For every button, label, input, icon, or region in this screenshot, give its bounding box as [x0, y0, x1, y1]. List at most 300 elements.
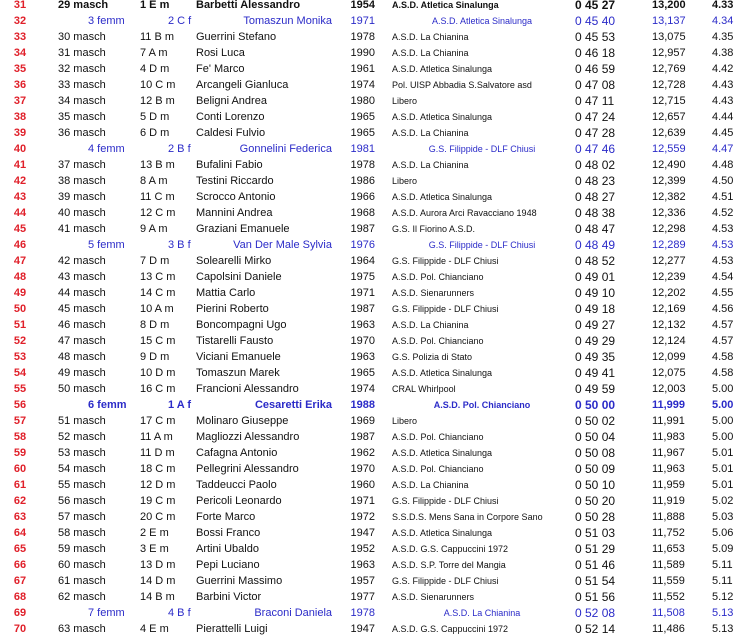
position-cell: 44 [13, 207, 27, 219]
subcategory-cell: 3 E m [140, 543, 169, 555]
pace-cell: 5.06 [712, 527, 734, 539]
subcategory-cell: 10 A m [140, 303, 174, 315]
athlete-name-cell: Van Der Male Sylvia [233, 239, 332, 251]
pace-cell: 4.51 [712, 191, 734, 203]
category-rank-cell: 62 masch [58, 591, 106, 603]
position-cell: 39 [13, 127, 27, 139]
subcategory-cell: 8 D m [140, 319, 170, 331]
club-cell: A.S.D. La Chianina [392, 160, 469, 170]
birth-year-cell: 1978 [350, 31, 375, 43]
category-rank-cell: 56 masch [58, 495, 106, 507]
category-rank-cell: 4 femm [88, 143, 125, 155]
club-cell: A.S.D. Atletica Sinalunga [392, 528, 493, 538]
athlete-name-cell: Artini Ubaldo [196, 543, 259, 555]
speed-cell: 12,382 [652, 191, 686, 203]
finish-time-cell: 0 49 35 [575, 350, 616, 364]
speed-cell: 12,099 [652, 351, 686, 363]
pace-cell: 5.02 [712, 495, 734, 507]
athlete-name-cell: Pepi Luciano [196, 559, 260, 571]
club-cell: A.S.D. Aurora Arci Ravacciano 1948 [392, 208, 537, 218]
subcategory-cell: 11 B m [140, 31, 175, 43]
position-cell: 40 [13, 143, 27, 155]
birth-year-cell: 1974 [350, 383, 375, 395]
birth-year-cell: 1965 [350, 367, 375, 379]
position-cell: 41 [13, 159, 27, 171]
birth-year-cell: 1960 [350, 479, 375, 491]
finish-time-cell: 0 48 27 [575, 190, 616, 204]
athlete-name-cell: Tistarelli Fausto [196, 335, 274, 347]
club-cell: G.S. Filippide - DLF Chiusi [428, 144, 536, 154]
athlete-name-cell: Pellegrini Alessandro [196, 463, 299, 475]
subcategory-cell: 4 D m [140, 63, 170, 75]
athlete-name-cell: Pierattelli Luigi [196, 623, 268, 635]
subcategory-cell: 10 D m [140, 367, 176, 379]
finish-time-cell: 0 51 54 [575, 574, 616, 588]
pace-cell: 4.55 [712, 287, 734, 299]
table-row [0, 493, 756, 509]
club-cell: G.S. Filippide - DLF Chiusi [392, 496, 499, 506]
athlete-name-cell: Forte Marco [196, 511, 256, 523]
finish-time-cell: 0 51 03 [575, 526, 616, 540]
club-cell: A.S.D. Atletica Sinalunga [431, 16, 533, 26]
speed-cell: 13,200 [652, 0, 686, 11]
position-cell: 42 [13, 175, 27, 187]
category-rank-cell: 61 masch [58, 575, 106, 587]
birth-year-cell: 1971 [350, 15, 375, 27]
finish-time-cell: 0 47 08 [575, 78, 616, 92]
pace-cell: 5.12 [712, 591, 734, 603]
category-rank-cell: 33 masch [58, 79, 106, 91]
athlete-name-cell: Barbetti Alessandro [196, 0, 301, 11]
pace-cell: 4.38 [712, 47, 734, 59]
athlete-name-cell: Mannini Andrea [196, 207, 273, 219]
pace-cell: 4.57 [712, 319, 734, 331]
table-row [0, 509, 756, 525]
athlete-name-cell: Rosi Luca [196, 47, 245, 59]
athlete-name-cell: Braconi Daniela [254, 607, 332, 619]
position-cell: 67 [13, 575, 27, 587]
athlete-name-cell: Gonnelini Federica [239, 143, 332, 155]
birth-year-cell: 1981 [350, 143, 375, 155]
athlete-name-cell: Testini Riccardo [196, 175, 274, 187]
table-row [0, 221, 756, 237]
position-cell: 47 [13, 255, 27, 267]
finish-time-cell: 0 48 02 [575, 158, 616, 172]
speed-cell: 12,728 [652, 79, 686, 91]
category-rank-cell: 59 masch [58, 543, 106, 555]
pace-cell: 4.58 [712, 367, 734, 379]
subcategory-cell: 14 D m [140, 575, 176, 587]
club-cell: A.S.D. Atletica Sinalunga [392, 192, 493, 202]
table-row [0, 141, 756, 157]
pace-cell: 4.43 [712, 95, 734, 107]
subcategory-cell: 3 B f [168, 239, 191, 251]
table-row [0, 125, 756, 141]
position-cell: 64 [13, 527, 27, 539]
birth-year-cell: 1969 [350, 415, 375, 427]
category-rank-cell: 58 masch [58, 527, 106, 539]
table-row [0, 301, 756, 317]
pace-cell: 5.01 [712, 479, 734, 491]
finish-time-cell: 0 46 18 [575, 46, 616, 60]
position-cell: 46 [13, 239, 27, 251]
birth-year-cell: 1986 [350, 175, 375, 187]
pace-cell: 4.43 [712, 79, 734, 91]
club-cell: CRAL Whirlpool [392, 384, 456, 394]
club-cell: A.S.D. Pol. Chianciano [392, 336, 484, 346]
athlete-name-cell: Magliozzi Alessandro [196, 431, 300, 443]
table-row [0, 397, 756, 413]
birth-year-cell: 1978 [350, 607, 375, 619]
table-row [0, 365, 756, 381]
speed-cell: 11,963 [652, 463, 685, 475]
birth-year-cell: 1971 [350, 495, 375, 507]
position-cell: 34 [13, 47, 27, 59]
category-rank-cell: 40 masch [58, 207, 106, 219]
speed-cell: 11,552 [652, 591, 685, 603]
finish-time-cell: 0 49 18 [575, 302, 616, 316]
club-cell: A.S.D. Atletica Sinalunga [392, 0, 499, 10]
finish-time-cell: 0 49 59 [575, 382, 616, 396]
athlete-name-cell: Tomaszun Monika [243, 15, 332, 27]
athlete-name-cell: Bossi Franco [196, 527, 261, 539]
pace-cell: 4.57 [712, 335, 734, 347]
athlete-name-cell: Guerrini Stefano [196, 31, 277, 43]
birth-year-cell: 1964 [350, 255, 375, 267]
speed-cell: 13,075 [652, 31, 686, 43]
pace-cell: 4.52 [712, 207, 734, 219]
birth-year-cell: 1970 [350, 335, 375, 347]
club-cell: A.S.D. Pol. Chianciano [433, 400, 531, 410]
birth-year-cell: 1966 [350, 191, 375, 203]
birth-year-cell: 1972 [350, 511, 375, 523]
position-cell: 57 [13, 415, 27, 427]
position-cell: 51 [13, 319, 27, 331]
position-cell: 61 [13, 479, 27, 491]
birth-year-cell: 1980 [350, 95, 375, 107]
pace-cell: 5.03 [712, 511, 734, 523]
club-cell: A.S.D. Pol. Chianciano [392, 464, 484, 474]
pace-cell: 5.00 [712, 399, 734, 411]
athlete-name-cell: Bufalini Fabio [196, 159, 263, 171]
birth-year-cell: 1970 [350, 463, 375, 475]
athlete-name-cell: Beligni Andrea [196, 95, 267, 107]
table-row [0, 621, 756, 637]
athlete-name-cell: Taddeucci Paolo [196, 479, 277, 491]
pace-cell: 4.47 [712, 143, 734, 155]
club-cell: A.S.D. Pol. Chianciano [392, 272, 484, 282]
birth-year-cell: 1965 [350, 127, 375, 139]
table-row [0, 13, 756, 29]
birth-year-cell: 1978 [350, 159, 375, 171]
speed-cell: 13,137 [652, 15, 686, 27]
position-cell: 43 [13, 191, 27, 203]
club-cell: A.S.D. La Chianina [392, 48, 469, 58]
pace-cell: 4.34 [712, 15, 734, 27]
category-rank-cell: 42 masch [58, 255, 106, 267]
speed-cell: 11,991 [652, 415, 685, 427]
club-cell: A.S.D. Atletica Sinalunga [392, 448, 493, 458]
athlete-name-cell: Tomaszun Marek [196, 367, 280, 379]
table-row [0, 205, 756, 221]
subcategory-cell: 17 C m [140, 415, 176, 427]
category-rank-cell: 31 masch [58, 47, 106, 59]
birth-year-cell: 1965 [350, 111, 375, 123]
club-cell: G.S. Filippide - DLF Chiusi [392, 256, 499, 266]
category-rank-cell: 46 masch [58, 319, 106, 331]
table-row [0, 61, 756, 77]
birth-year-cell: 1963 [350, 559, 375, 571]
category-rank-cell: 60 masch [58, 559, 106, 571]
table-row [0, 381, 756, 397]
pace-cell: 5.09 [712, 543, 734, 555]
finish-time-cell: 0 50 28 [575, 510, 616, 524]
speed-cell: 12,957 [652, 47, 686, 59]
athlete-name-cell: Cesaretti Erika [254, 399, 332, 411]
birth-year-cell: 1963 [350, 319, 375, 331]
subcategory-cell: 11 D m [140, 447, 175, 459]
speed-cell: 11,508 [652, 607, 685, 619]
table-row [0, 189, 756, 205]
finish-time-cell: 0 47 28 [575, 126, 616, 140]
position-cell: 68 [13, 591, 27, 603]
finish-time-cell: 0 52 14 [575, 622, 616, 636]
finish-time-cell: 0 45 53 [575, 30, 616, 44]
pace-cell: 4.48 [712, 159, 734, 171]
speed-cell: 11,999 [652, 399, 686, 411]
category-rank-cell: 37 masch [58, 159, 106, 171]
table-row [0, 237, 756, 253]
subcategory-cell: 4 B f [168, 607, 191, 619]
speed-cell: 12,490 [652, 159, 686, 171]
speed-cell: 11,752 [652, 527, 685, 539]
category-rank-cell: 54 masch [58, 463, 106, 475]
club-cell: A.S.D. La Chianina [392, 32, 469, 42]
table-row [0, 541, 756, 557]
subcategory-cell: 2 E m [140, 527, 169, 539]
pace-cell: 5.00 [712, 415, 734, 427]
pace-cell: 4.53 [712, 223, 734, 235]
category-rank-cell: 47 masch [58, 335, 106, 347]
speed-cell: 12,132 [652, 319, 686, 331]
table-row [0, 0, 756, 13]
position-cell: 50 [13, 303, 27, 315]
pace-cell: 4.58 [712, 351, 734, 363]
pace-cell: 4.53 [712, 255, 734, 267]
club-cell: A.S.D. Atletica Sinalunga [392, 368, 493, 378]
finish-time-cell: 0 50 09 [575, 462, 616, 476]
speed-cell: 12,277 [652, 255, 686, 267]
birth-year-cell: 1952 [350, 543, 375, 555]
finish-time-cell: 0 47 24 [575, 110, 616, 124]
subcategory-cell: 19 C m [140, 495, 176, 507]
table-row [0, 45, 756, 61]
speed-cell: 11,983 [652, 431, 685, 443]
category-rank-cell: 45 masch [58, 303, 106, 315]
position-cell: 35 [13, 63, 27, 75]
subcategory-cell: 7 A m [140, 47, 168, 59]
pace-cell: 5.11 [712, 575, 733, 587]
category-rank-cell: 7 femm [88, 607, 125, 619]
speed-cell: 12,769 [652, 63, 686, 75]
subcategory-cell: 7 D m [140, 255, 170, 267]
category-rank-cell: 50 masch [58, 383, 106, 395]
pace-cell: 5.01 [712, 447, 734, 459]
subcategory-cell: 10 C m [140, 79, 176, 91]
club-cell: Pol. UISP Abbadia S.Salvatore asd [392, 80, 532, 90]
finish-time-cell: 0 51 46 [575, 558, 616, 572]
finish-time-cell: 0 49 27 [575, 318, 616, 332]
club-cell: A.S.D. La Chianina [392, 320, 469, 330]
speed-cell: 11,888 [652, 511, 685, 523]
club-cell: A.S.D. La Chianina [392, 128, 469, 138]
category-rank-cell: 39 masch [58, 191, 106, 203]
subcategory-cell: 13 B m [140, 159, 175, 171]
athlete-name-cell: Solearelli Mirko [196, 255, 272, 267]
finish-time-cell: 0 48 52 [575, 254, 616, 268]
category-rank-cell: 3 femm [88, 15, 125, 27]
finish-time-cell: 0 49 41 [575, 366, 616, 380]
finish-time-cell: 0 50 08 [575, 446, 616, 460]
category-rank-cell: 51 masch [58, 415, 106, 427]
category-rank-cell: 44 masch [58, 287, 106, 299]
athlete-name-cell: Arcangeli Gianluca [196, 79, 289, 91]
subcategory-cell: 1 A f [168, 399, 192, 411]
pace-cell: 5.13 [712, 623, 734, 635]
club-cell: Libero [392, 416, 418, 426]
club-cell: G.S. Filippide - DLF Chiusi [392, 304, 499, 314]
birth-year-cell: 1962 [350, 447, 375, 459]
subcategory-cell: 13 D m [140, 559, 176, 571]
category-rank-cell: 41 masch [58, 223, 106, 235]
subcategory-cell: 15 C m [140, 335, 176, 347]
pace-cell: 5.01 [712, 463, 734, 475]
category-rank-cell: 43 masch [58, 271, 106, 283]
finish-time-cell: 0 48 47 [575, 222, 616, 236]
pace-cell: 4.56 [712, 303, 734, 315]
club-cell: A.S.D. Atletica Sinalunga [392, 112, 493, 122]
pace-cell: 4.54 [712, 271, 734, 283]
table-row [0, 477, 756, 493]
pace-cell: 4.44 [712, 111, 734, 123]
position-cell: 54 [13, 367, 27, 379]
pace-cell: 4.35 [712, 31, 734, 43]
position-cell: 32 [13, 15, 27, 27]
birth-year-cell: 1961 [350, 63, 375, 75]
finish-time-cell: 0 50 00 [575, 398, 616, 412]
birth-year-cell: 1968 [350, 207, 375, 219]
subcategory-cell: 2 B f [168, 143, 191, 155]
subcategory-cell: 2 C f [168, 15, 192, 27]
birth-year-cell: 1971 [350, 287, 375, 299]
category-rank-cell: 48 masch [58, 351, 106, 363]
birth-year-cell: 1975 [350, 271, 375, 283]
speed-cell: 12,639 [652, 127, 686, 139]
speed-cell: 12,715 [652, 95, 686, 107]
speed-cell: 12,239 [652, 271, 686, 283]
table-row [0, 285, 756, 301]
athlete-name-cell: Pericoli Leonardo [196, 495, 282, 507]
position-cell: 55 [13, 383, 27, 395]
category-rank-cell: 36 masch [58, 127, 106, 139]
club-cell: A.S.D. G.S. Cappuccini 1972 [392, 544, 509, 554]
table-row [0, 93, 756, 109]
club-cell: Libero [392, 176, 418, 186]
pace-cell: 4.42 [712, 63, 734, 75]
finish-time-cell: 0 47 11 [575, 94, 615, 108]
category-rank-cell: 6 femm [88, 399, 127, 411]
category-rank-cell: 52 masch [58, 431, 106, 443]
athlete-name-cell: Guerrini Massimo [196, 575, 283, 587]
subcategory-cell: 11 C m [140, 191, 175, 203]
birth-year-cell: 1987 [350, 431, 375, 443]
table-row [0, 317, 756, 333]
subcategory-cell: 12 B m [140, 95, 175, 107]
table-row [0, 77, 756, 93]
speed-cell: 11,959 [652, 479, 685, 491]
table-row [0, 605, 756, 621]
finish-time-cell: 0 50 02 [575, 414, 616, 428]
category-rank-cell: 63 masch [58, 623, 106, 635]
position-cell: 38 [13, 111, 27, 123]
finish-time-cell: 0 52 08 [575, 606, 616, 620]
birth-year-cell: 1947 [350, 623, 375, 635]
speed-cell: 11,486 [652, 623, 685, 635]
finish-time-cell: 0 48 23 [575, 174, 616, 188]
finish-time-cell: 0 51 29 [575, 542, 616, 556]
club-cell: A.S.D. La Chianina [443, 608, 521, 618]
subcategory-cell: 14 B m [140, 591, 175, 603]
position-cell: 66 [13, 559, 27, 571]
position-cell: 48 [13, 271, 27, 283]
position-cell: 63 [13, 511, 27, 523]
speed-cell: 12,559 [652, 143, 686, 155]
birth-year-cell: 1990 [350, 47, 375, 59]
birth-year-cell: 1977 [350, 591, 375, 603]
subcategory-cell: 8 A m [140, 175, 168, 187]
speed-cell: 12,169 [652, 303, 686, 315]
subcategory-cell: 5 D m [140, 111, 170, 123]
category-rank-cell: 38 masch [58, 175, 106, 187]
table-row [0, 429, 756, 445]
birth-year-cell: 1988 [350, 399, 375, 411]
finish-time-cell: 0 45 27 [575, 0, 616, 12]
table-row [0, 109, 756, 125]
subcategory-cell: 20 C m [140, 511, 176, 523]
position-cell: 56 [13, 399, 27, 411]
athlete-name-cell: Pierini Roberto [196, 303, 269, 315]
finish-time-cell: 0 50 04 [575, 430, 616, 444]
pace-cell: 4.53 [712, 239, 734, 251]
finish-time-cell: 0 48 38 [575, 206, 616, 220]
finish-time-cell: 0 51 56 [575, 590, 616, 604]
category-rank-cell: 57 masch [58, 511, 106, 523]
category-rank-cell: 5 femm [88, 239, 125, 251]
table-row [0, 589, 756, 605]
finish-time-cell: 0 49 01 [575, 270, 616, 284]
speed-cell: 12,399 [652, 175, 686, 187]
athlete-name-cell: Barbini Victor [196, 591, 262, 603]
speed-cell: 12,289 [652, 239, 686, 251]
category-rank-cell: 30 masch [58, 31, 106, 43]
position-cell: 69 [13, 607, 27, 619]
subcategory-cell: 14 C m [140, 287, 176, 299]
position-cell: 58 [13, 431, 27, 443]
category-rank-cell: 29 masch [58, 0, 109, 11]
finish-time-cell: 0 48 49 [575, 238, 616, 252]
position-cell: 31 [13, 0, 27, 11]
club-cell: A.S.D. Pol. Chianciano [392, 432, 484, 442]
